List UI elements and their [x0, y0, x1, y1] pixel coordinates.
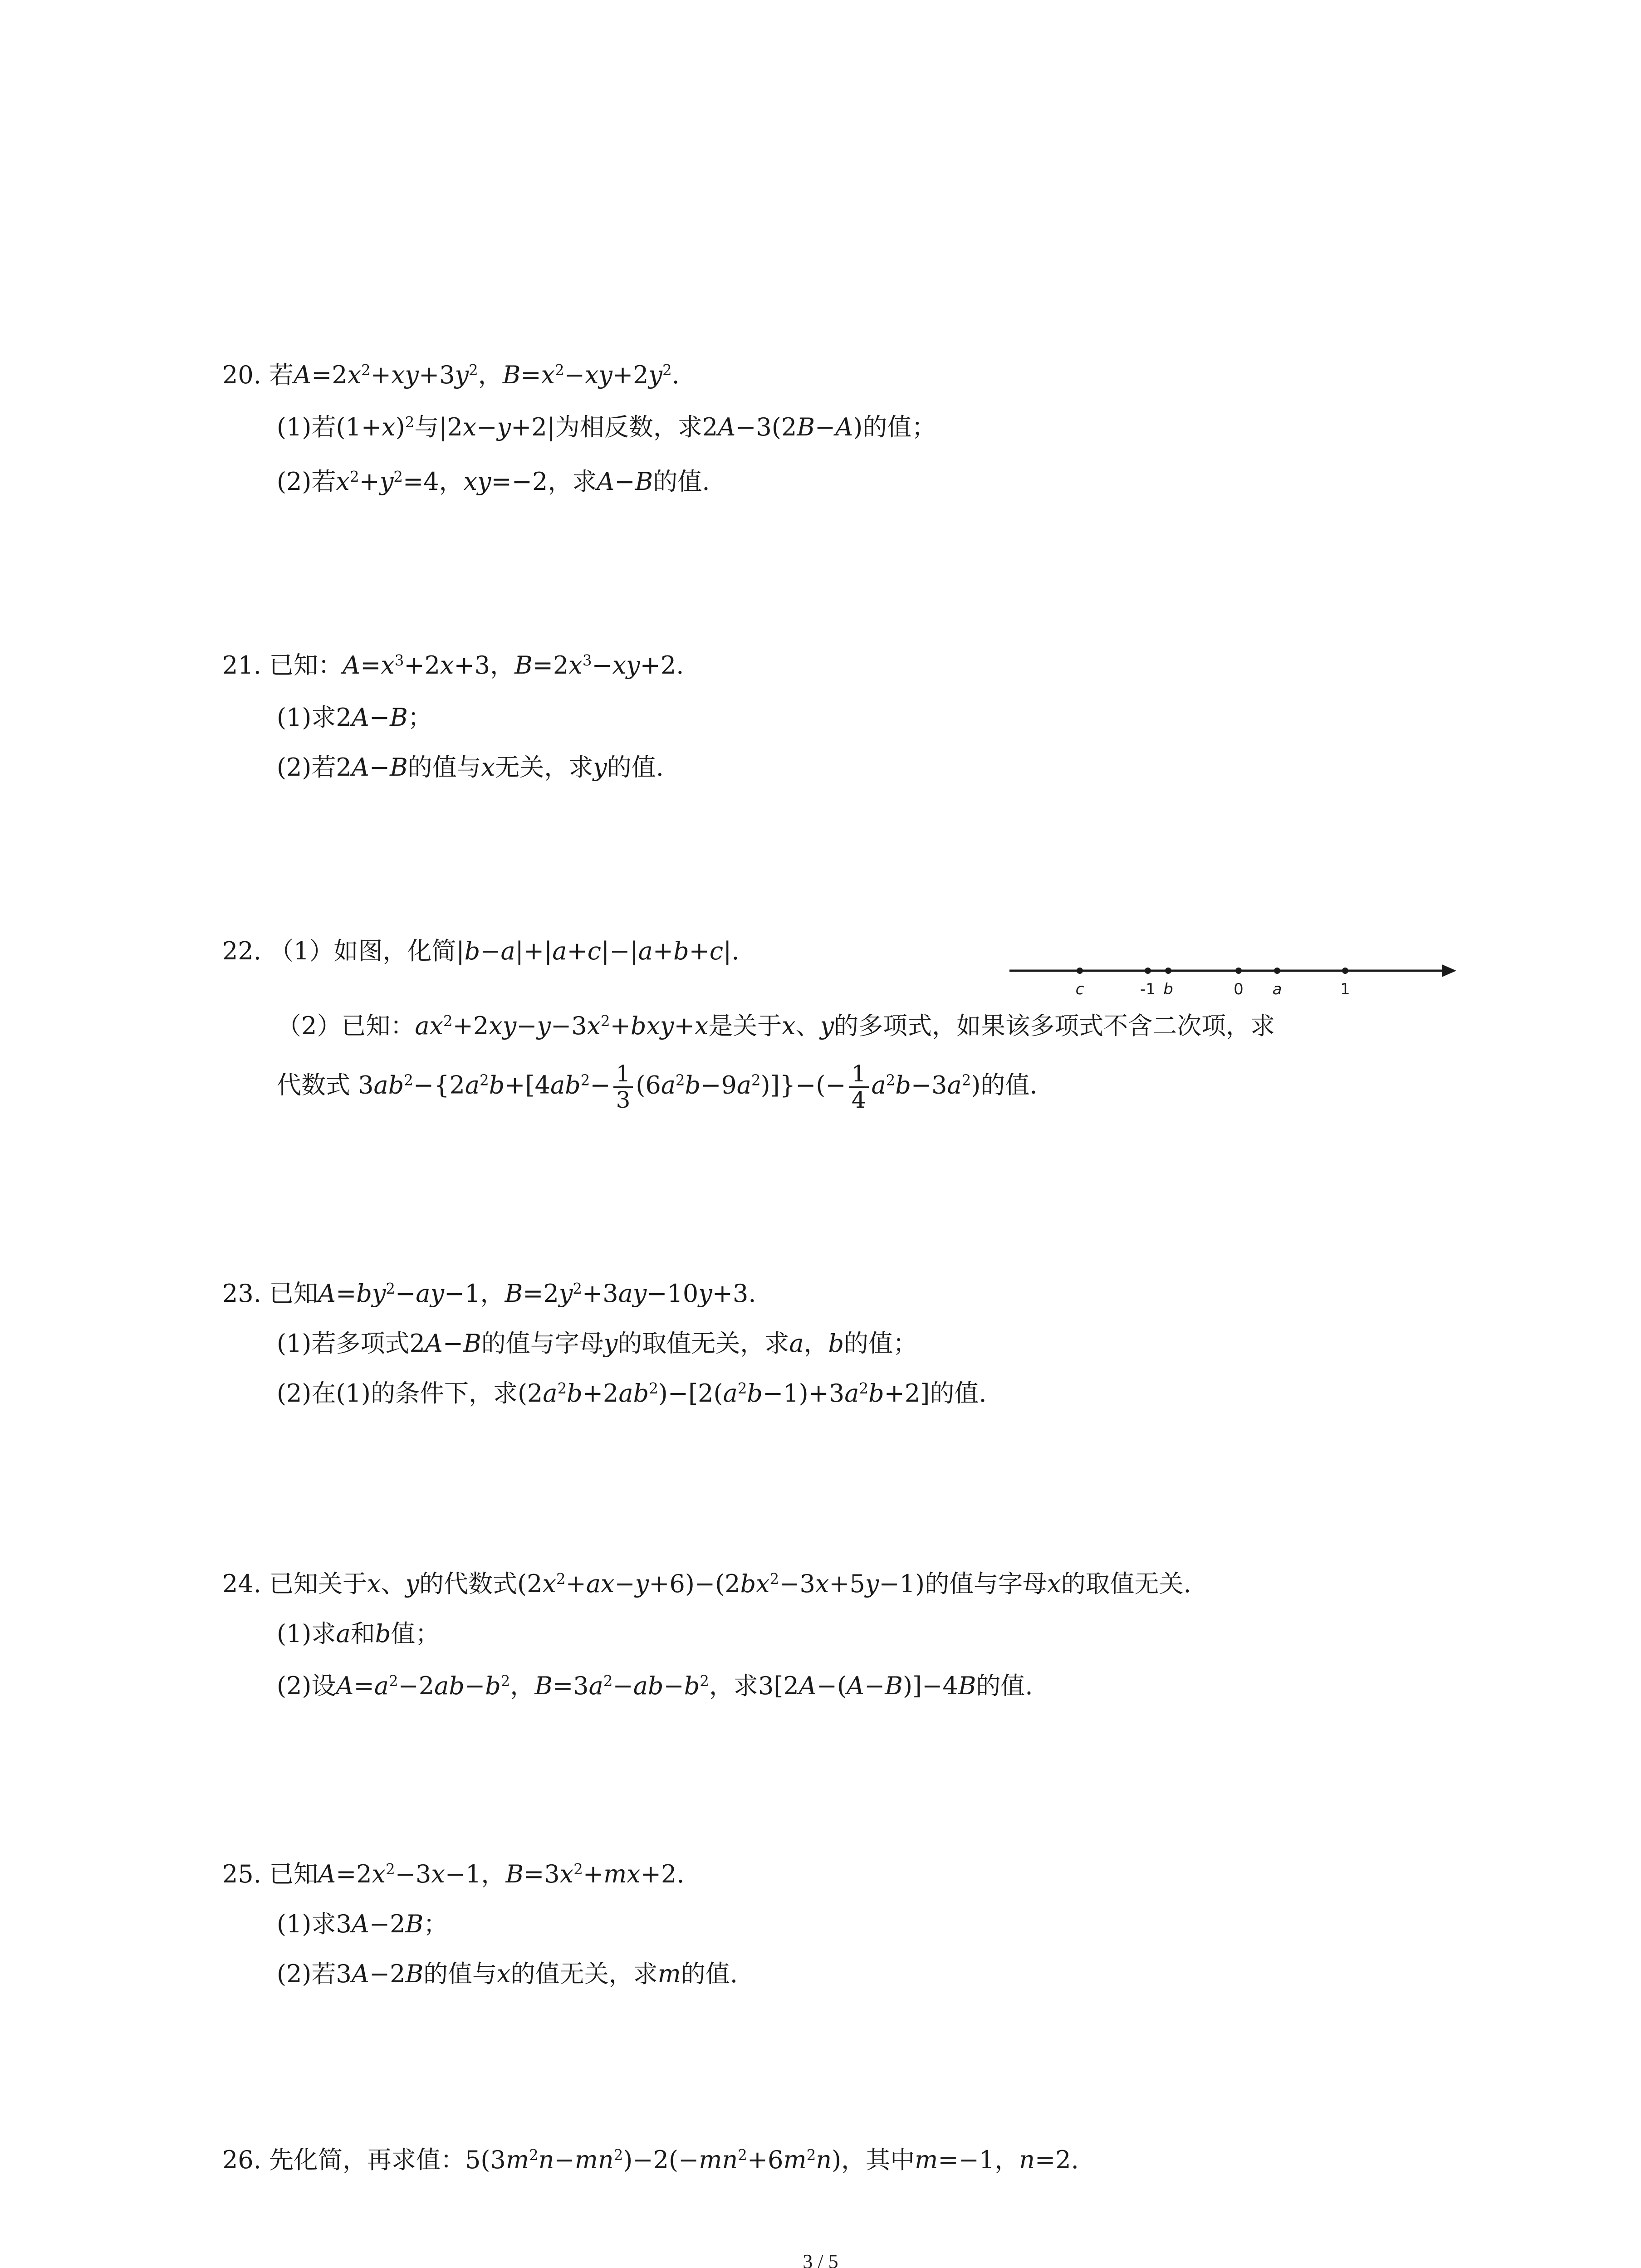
q22-part2: （2）已知：$ax^2+2xy-y-3x^2+bxy+x$是关于x、y的多项式，如果该多项式不含二次项，求 — [277, 1012, 1275, 1040]
page-number: 3 / 5 — [803, 2250, 838, 2268]
q23-stem: 23. 已知$A=by^2-ay-1$，$B=2y^2+3ay-10y+3$. — [222, 1279, 756, 1308]
number-line-arrow — [1442, 964, 1456, 977]
q22-number: 22. — [222, 937, 261, 965]
q24-number: 24. — [222, 1569, 261, 1598]
point-b — [1165, 968, 1171, 974]
q23-part2: (2)在(1)的条件下，求$(2a^2b+2ab^2)-[2(a^2b-1)+3a^2b+2]$的值. — [277, 1379, 987, 1408]
q23-number: 23. — [222, 1279, 261, 1308]
q25-number: 25. — [222, 1860, 261, 1888]
fraction-one-quarter: $\frac{1}{4}$ — [849, 1061, 869, 1113]
q25-part2: (2)若3A−2B的值与x的值无关，求m的值. — [277, 1960, 738, 1988]
q20-part2: (2)若$x^2+y^2=4$，xy=−2，求A−B的值. — [277, 467, 710, 496]
label-b: b — [1163, 980, 1173, 998]
q20-stem: 20. 若$A=2x^2+xy+3y^2$，$B=x^2-xy+2y^2$. — [222, 361, 680, 389]
q21-number: 21. — [222, 651, 261, 679]
q26-number: 26. — [222, 2146, 261, 2174]
point-0 — [1235, 968, 1242, 974]
label-neg1: -1 — [1140, 980, 1156, 998]
q20-number: 20. — [222, 361, 261, 389]
q25-stem: 25. 已知$A=2x^2-3x-1$，$B=3x^2+mx+2$. — [222, 1860, 685, 1888]
point-1 — [1342, 968, 1348, 974]
fraction-one-third: $\frac{1}{3}$ — [613, 1061, 633, 1113]
q24-part2: (2)设$A=a^2-2ab-b^2$，$B=3a^2-ab-b^2$，求3[2A−(A−B)]−4B的值. — [277, 1672, 1033, 1700]
q22-part1: 22. （1）如图，化简|b−a|+|a+c|−|a+b+c|. — [222, 937, 740, 965]
q25-part1: (1)求3A−2B； — [277, 1910, 448, 1938]
q21-part2: (2)若2A−B的值与x无关，求y的值. — [277, 753, 664, 782]
point-a — [1274, 968, 1280, 974]
label-0: 0 — [1234, 980, 1244, 998]
number-line-figure — [1007, 953, 1461, 1002]
point-c — [1077, 968, 1083, 974]
q26-stem: 26. 先化简，再求值：$5(3m^2n-mn^2)-2(-mn^2+6m^2n)$，其中m=−1，n=2. — [222, 2146, 1079, 2174]
point-neg1 — [1145, 968, 1151, 974]
q23-part1: (1)若多项式2A−B的值与字母y的取值无关，求a，b的值； — [277, 1329, 918, 1358]
q24-stem: 24. 已知关于x、y的代数式$(2x^2+ax-y+6)-(2bx^2-3x+5y-1)$的值与字母x的取值无关. — [222, 1569, 1191, 1598]
q21-stem: 21. 已知：$A=x^3+2x+3$，$B=2x^3-xy+2$. — [222, 651, 684, 679]
q21-part1: (1)求2A−B； — [277, 703, 432, 732]
q20-part1: (1)若$(1+x)^2$与|2x−y+2|为相反数，求2A−3(2B−A)的值； — [277, 413, 936, 441]
label-c: c — [1075, 980, 1084, 998]
q24-part1: (1)求a和b值； — [277, 1619, 440, 1648]
label-1: 1 — [1340, 980, 1350, 998]
q22-part2-expression: 代数式 $3ab^2-\{2a^2b+[4ab^2-$ $\frac{1}{3}$ $(6a^2b-9a^2)]\}-(-$ $\frac{1}{4}$ $a^2b-3a^2$)的值. — [277, 1061, 1038, 1113]
label-a: a — [1272, 980, 1282, 998]
